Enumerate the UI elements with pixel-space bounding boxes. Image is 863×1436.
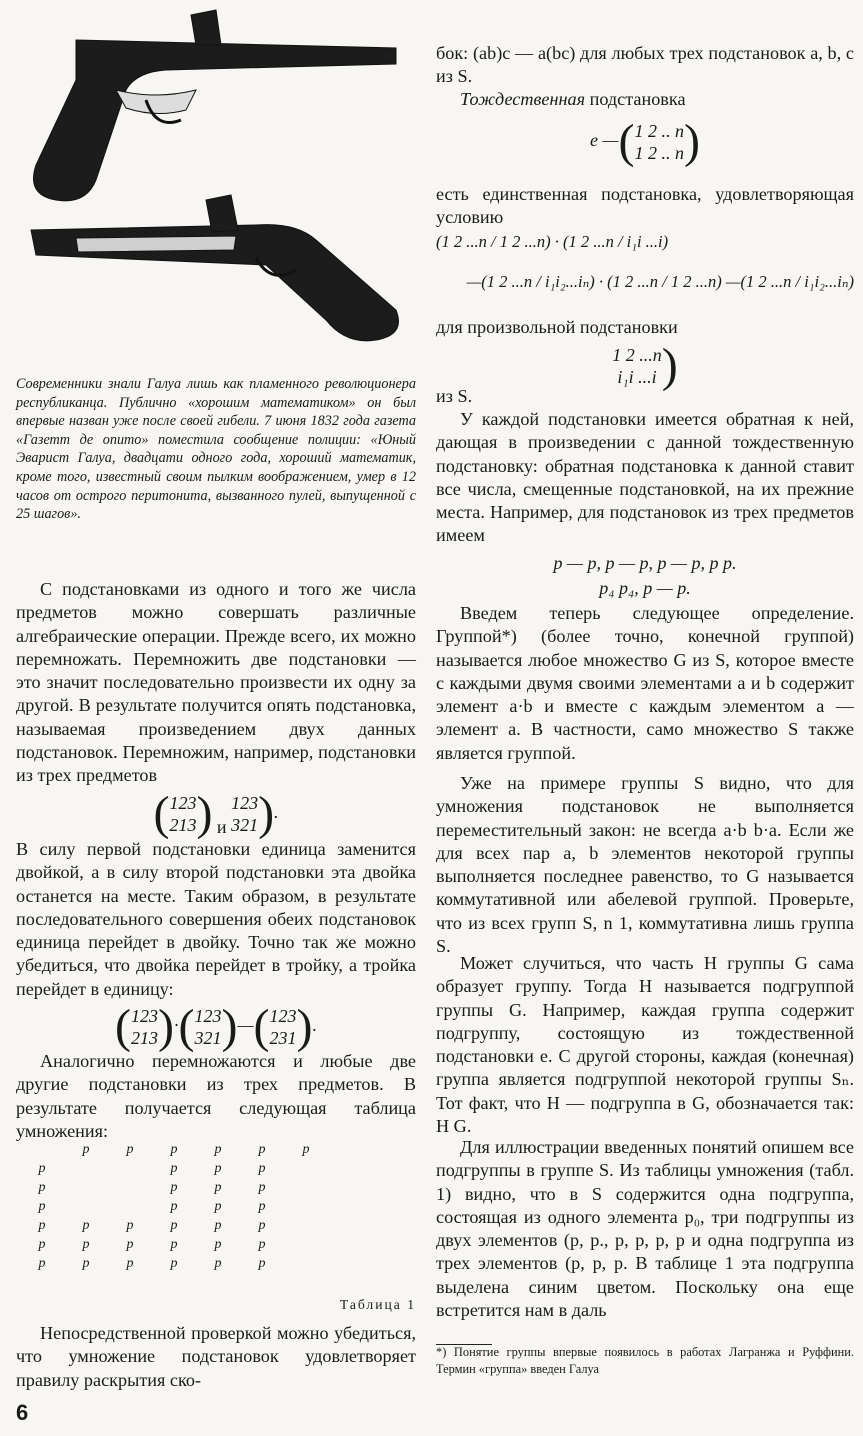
eq1-bot-b: 321 — [231, 815, 259, 835]
eq2-b-top: 123 — [194, 1006, 222, 1026]
eq1-bot-a: 213 — [169, 815, 197, 835]
eq2-b-bot: 321 — [194, 1028, 222, 1048]
table-header-cell: p — [302, 1141, 310, 1157]
identity-top: 1 2 .. n — [634, 121, 684, 141]
multiplication-table — [20, 1140, 328, 1273]
table-cell — [64, 1197, 108, 1216]
table-cell: p — [126, 1255, 134, 1271]
table-cell: p — [170, 1179, 178, 1195]
table-cell: p — [214, 1255, 222, 1271]
table-header-cell: p — [258, 1141, 266, 1157]
inverse-line-1: p — p, p — p, p — p, p p. — [553, 553, 737, 573]
right-paragraph-7: Введем теперь следующее определение. Группой*) (более точно, конечной группой) называется любое множество G из S, которое вместе с каждыми двумя своими элементами a и b содержит элемент a·b и вместе с каждым элементом a — элемент a. В частности, само множество S также является группой. — [436, 603, 854, 763]
table-cell: p — [126, 1236, 134, 1252]
table-cell: p — [126, 1217, 134, 1233]
eq2-a-top: 123 — [131, 1006, 159, 1026]
table-row — [20, 1254, 328, 1273]
right-paragraph-1: бок: (ab)c — a(bc) для любых трех подстановок a, b, c из S. — [436, 43, 854, 87]
table-cell: p — [38, 1255, 46, 1271]
arbitrary-top: 1 2 ...n — [612, 345, 662, 365]
eq2-a-bot: 213 — [131, 1028, 159, 1048]
eq2-c-bot: 231 — [269, 1028, 297, 1048]
table-cell: p — [170, 1217, 178, 1233]
identity-condition-line-1: (1 2 ...n / 1 2 ...n) · (1 2 ...n / i₁i ...i) — [436, 232, 669, 251]
table-cell: p — [170, 1160, 178, 1176]
identity-equation: e —(1 2 .. n 1 2 .. n) — [590, 115, 700, 168]
table-cell: p — [38, 1198, 46, 1214]
left-paragraph-4: Непосредственной проверкой можно убедиться, что умножение подстановок удовлетворяет правилу раскрытия ско- — [16, 1323, 416, 1390]
eq1-and: и — [216, 817, 227, 837]
right-paragraph-3: есть единственная подстановка, удовлетворяющая условию — [436, 184, 854, 228]
identity-condition-line-2: —(1 2 ...n / i₁i₂...iₙ) · (1 2 ...n / 1 2 ...n) —(1 2 ...n / i₁i₂...iₙ) — [466, 272, 854, 291]
table-header-cell: p — [214, 1141, 222, 1157]
table-cell — [108, 1178, 152, 1197]
figure-caption: Современники знали Галуа лишь как пламенного революционера республиканца. Публично «хорошим математиком» он был впервые назван уже после своей гибели. 7 июня 1832 года газета «Газетт де опито» поместила сообщение полиции: «Юный Эварист Галуа, двадцати одного года, хороший математик, кроме того, известный своим пылким воображением, умер в 12 часов от острого перитонита, вызванного пулей, выпущенной с 25 шагов». — [16, 376, 416, 523]
table-cell — [108, 1197, 152, 1216]
equation-2: (123 213)·(123 321)—(123 231). — [115, 1000, 317, 1053]
table-cell: p — [38, 1217, 46, 1233]
right-paragraph-8: Уже на примере группы S видно, что для умножения подстановок не выполняется переместительный закон: не всегда a·b b·a. Если же для всех пар a, b элементов некоторой группы выполняется последнее равенство, то G называется коммутативной или абелевой группой. Проверьте, что из всех групп S, n 1, коммутативна лишь группа S. — [436, 773, 854, 957]
pistol-bottom — [31, 195, 399, 341]
left-paragraph-3: Аналогично перемножаются и любые две другие подстановки из трех предметов. В результате получается следующая таблица умножения: — [16, 1051, 416, 1141]
table-header-row — [20, 1140, 328, 1159]
table-cell: p — [82, 1236, 90, 1252]
table-row — [20, 1197, 328, 1216]
table-cell: p — [214, 1236, 222, 1252]
table-cell: p — [170, 1236, 178, 1252]
table-cell: p — [214, 1198, 222, 1214]
table-cell: p — [258, 1160, 266, 1176]
table-cell: p — [258, 1179, 266, 1195]
table-cell: p — [38, 1179, 46, 1195]
footnote: *) Понятие группы впервые появилось в работах Лагранжа и Руффини. Термин «группа» введен Галуа — [436, 1345, 854, 1376]
table-cell: p — [214, 1160, 222, 1176]
inverse-line-2: p₄ p₄, p — p. — [599, 578, 691, 598]
left-paragraph-1: С подстановками из одного и того же числа предметов можно совершать различные алгебраические операции. Прежде всего, их можно перемножать. Перемножить две подстановки — это значит последовательно произвести их одну за другой. В результате получится опять подстановка, называемая произведением двух данных подстановок. Перемножим, например, подстановки из трех предметов — [16, 579, 416, 786]
table-header-cell: p — [170, 1141, 178, 1157]
table-cell: p — [258, 1255, 266, 1271]
eq1-top-a: 123 — [169, 793, 197, 813]
table-cell: p — [258, 1217, 266, 1233]
table-cell: p — [214, 1179, 222, 1195]
table-cell: p — [38, 1160, 46, 1176]
table-cell — [108, 1159, 152, 1178]
table-cell: p — [258, 1236, 266, 1252]
right-paragraph-9: Может случиться, что часть H группы G сама образует группу. Тогда H называется подгруппой группы G. Например, каждая группа содержит подгруппу, состоящую из тождественной подстановки e. С другой стороны, каждая (конечная) группа является подгруппой некоторой группы Sₙ. Тот факт, что H — подгруппа в G, обозначается так: H G. — [436, 953, 854, 1137]
right-paragraph-5: из S. — [436, 386, 473, 406]
eq2-c-top: 123 — [269, 1006, 297, 1026]
right-paragraph-10: Для иллюстрации введенных понятий опишем все подгруппы в группе S. Из таблицы умножения (табл. 1) видно, что в S содержится одна подгруппа, состоящая из одного элемента p₀, три подгруппы из двух элементов (p, p., p, p, p, p и одна подгруппа из трех элементов (p, p, p. В таблице 1 эта подгруппа выделена синим цветом. Поскольку она еще встретится нам в даль — [436, 1137, 854, 1321]
table-row — [20, 1235, 328, 1254]
table-cell: p — [170, 1255, 178, 1271]
table-row — [20, 1159, 328, 1178]
table-header-cell: p — [126, 1141, 134, 1157]
table-cell: p — [82, 1217, 90, 1233]
table-cell: p — [38, 1236, 46, 1252]
identity-bot: 1 2 .. n — [634, 143, 684, 163]
table-row — [20, 1216, 328, 1235]
identity-e-left: e — — [590, 130, 619, 151]
table-cell: p — [258, 1198, 266, 1214]
term-identity: Тождественная — [460, 89, 586, 109]
equation-1: (123 213) и 123 321). — [153, 787, 279, 840]
right-paragraph-6: У каждой подстановки имеется обратная к ней, дающая в произведении с данной тождественную подстановку: обратная подстановка к данной ставит все числа, смещенные подстановкой, на их прежние места. Например, для подстановок из трех предметов имеем — [436, 409, 854, 546]
table-cell — [64, 1178, 108, 1197]
arbitrary-permutation: 1 2 ...n i₁i ...i ) — [612, 339, 678, 392]
table-cell — [64, 1159, 108, 1178]
table-cell: p — [82, 1255, 90, 1271]
right-paragraph-2-rest: подстановка — [585, 89, 686, 109]
eq1-top-b: 123 — [231, 793, 259, 813]
table-row — [20, 1178, 328, 1197]
table-cell: p — [170, 1198, 178, 1214]
page-number: 6 — [16, 1400, 29, 1425]
pistol-top — [34, 10, 397, 201]
left-paragraph-2: В силу первой подстановки единица заменится двойкой, а в силу второй подстановки эта двойка останется на месте. Таким образом, в результате последовательного совершения обеих подстановок единица перейдет в двойку. Точно так же можно убедиться, что двойка перейдет в тройку, а тройка перейдет в единицу: — [16, 839, 416, 999]
arbitrary-bot: i₁i ...i — [617, 367, 657, 387]
right-paragraph-2 — [436, 88, 854, 111]
right-paragraph-4: для произвольной подстановки — [436, 317, 678, 337]
dueling-pistols-illustration — [16, 0, 416, 370]
table-header-cell: p — [82, 1141, 90, 1157]
table-cell: p — [214, 1217, 222, 1233]
table-caption: Таблица 1 — [339, 1297, 416, 1312]
